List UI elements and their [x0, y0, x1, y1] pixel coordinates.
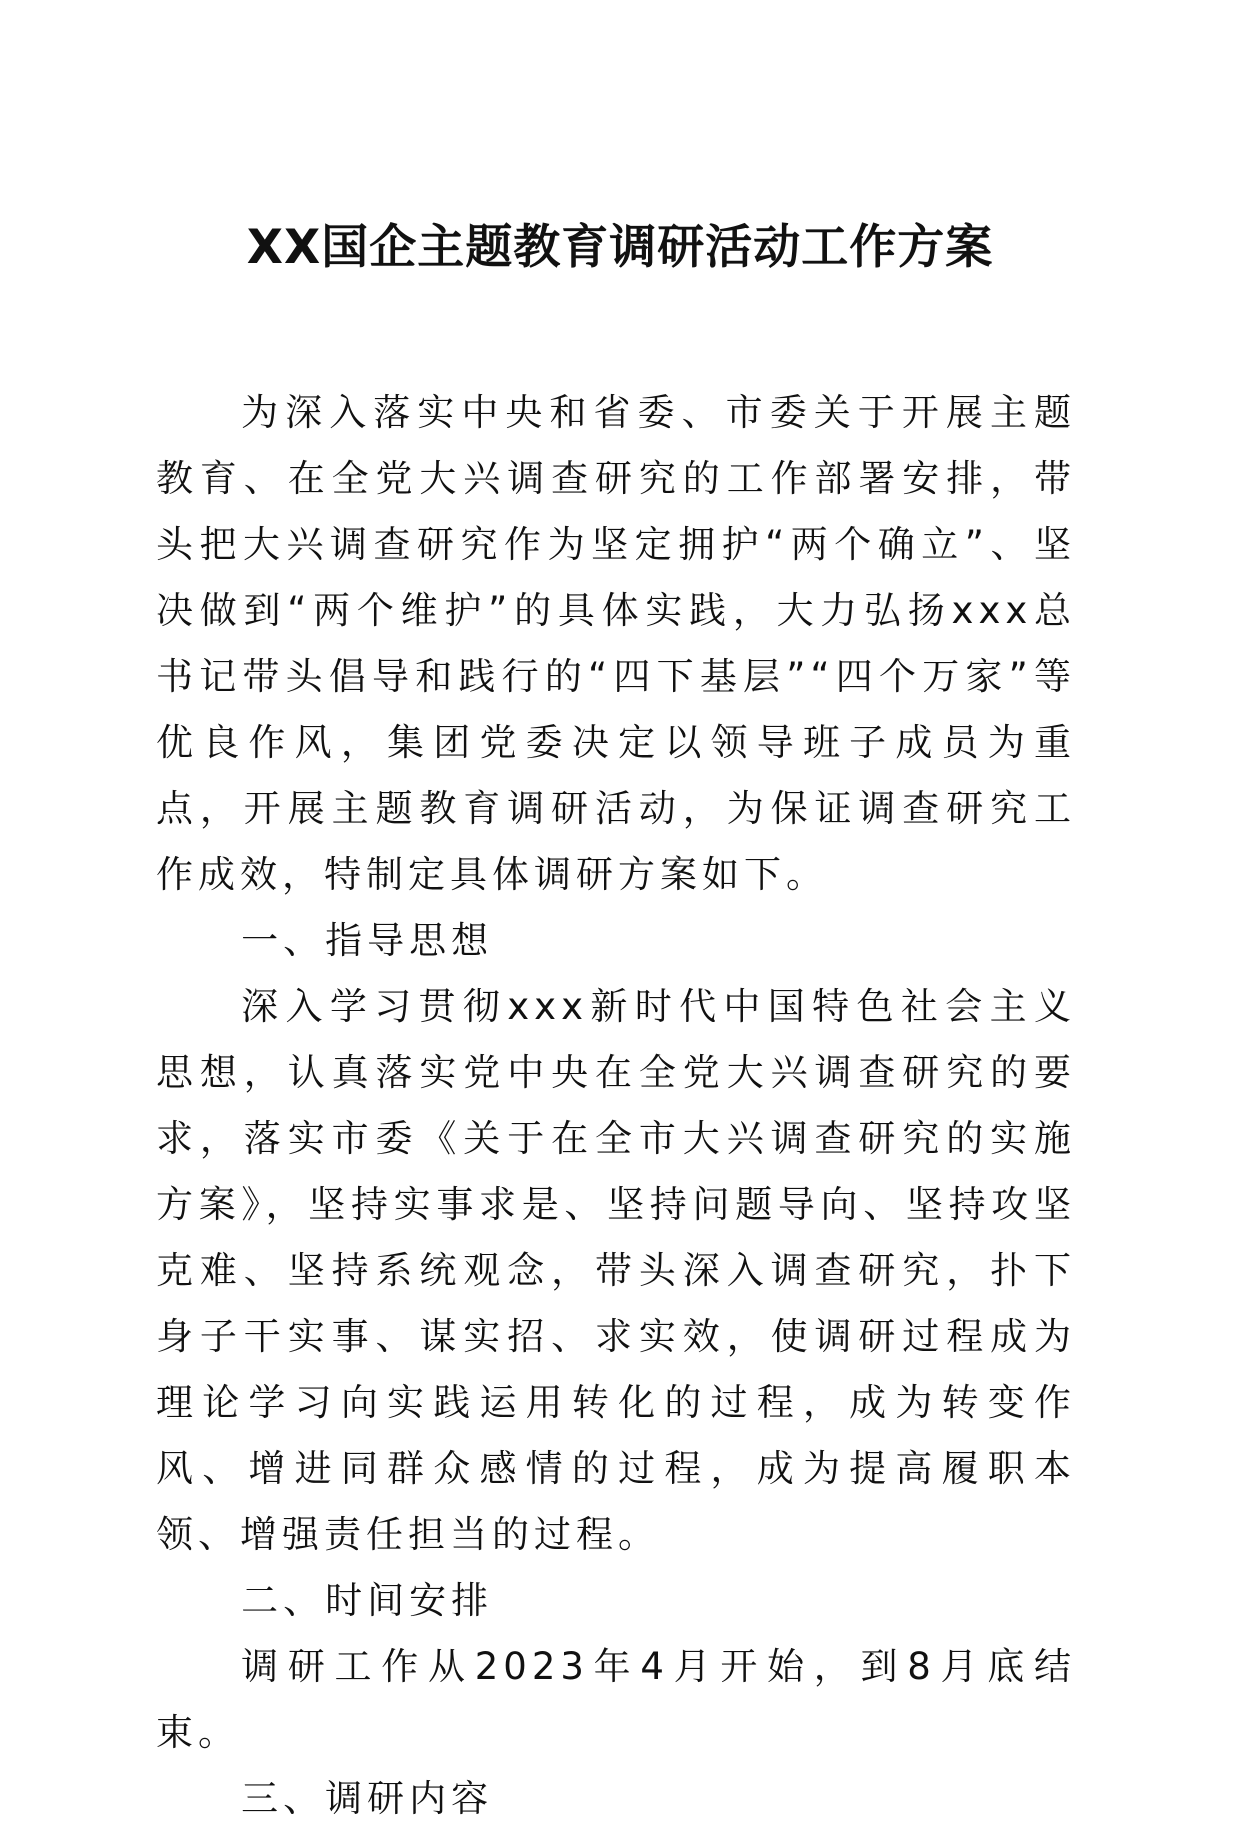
document-body	[156, 380, 1076, 1832]
guiding-ideology-paragraph: 深入学习贯彻xxx新时代中国特色社会主义思想，认真落实党中央在全党大兴调查研究的要求，落实市委《关于在全市大兴调查研究的实施方案》，坚持实事求是、坚持问题导向、坚持攻坚克难、坚持系统观念，带头深入调查研究，扑下身子干实事、谋实招、求实效，使调研过程成为理论学习向实践运用转化的过程，成为转变作风、增进同群众感情的过程，成为提高履职本领、增强责任担当的过程。	[156, 985, 1076, 1556]
section-heading-research-content: 三、调研内容	[241, 1777, 494, 1820]
intro-paragraph: 为深入落实中央和省委、市委关于开展主题教育、在全党大兴调查研究的工作部署安排，带头把大兴调查研究作为坚定拥护“两个确立”、坚决做到“两个维护”的具体实践，大力弘扬xxx总书记带头倡导和践行的“四下基层”“四个万家”等优良作风，集团党委决定以领导班子成员为重点，开展主题教育调研活动，为保证调查研究工作成效，特制定具体调研方案如下。	[156, 391, 1076, 896]
schedule-paragraph: 调研工作从2023年4月开始，到8月底结束。	[156, 1645, 1076, 1754]
section-heading-schedule: 二、时间安排	[241, 1579, 494, 1622]
section-heading-guiding-ideology: 一、指导思想	[241, 919, 494, 962]
document-title: XX国企主题教育调研活动工作方案	[246, 220, 994, 275]
